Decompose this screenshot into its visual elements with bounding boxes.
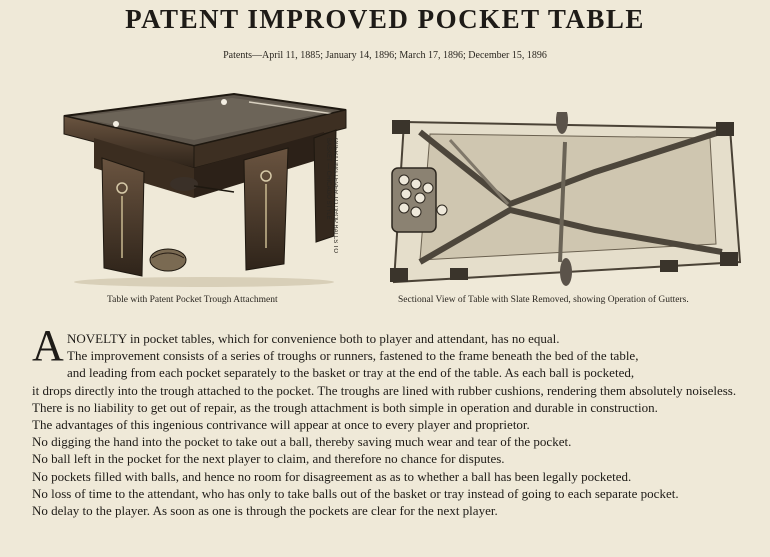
page-title: PATENT IMPROVED POCKET TABLE — [125, 4, 645, 34]
lever-label: OPERATING LEVER TO DROP BALLS TO BASKET — CHICAGO STYLE — [325, 138, 338, 254]
paragraph: it drops directly into the trough attached to the pocket. The troughs are lined with rubber cushions, rendering them absolutely noiseless. — [32, 382, 737, 398]
paragraph: There is no liability to get out of repair, as the trough attachment is both simple in operation and durable in construction. — [32, 399, 658, 415]
paragraph: No ball left in the pocket for the next player to claim, and therefore no chance for disputes. — [32, 451, 505, 467]
pocket-table-drawing — [34, 88, 352, 288]
drop-cap: A — [32, 321, 64, 370]
table-illustration — [34, 88, 352, 288]
paragraph: No delay to the player. As soon as one is through the pockets are clear for the next player. — [32, 503, 498, 519]
sectional-illustration — [390, 112, 744, 290]
paragraph: No pockets filled with balls, and hence no room for disagreement as as to whether a ball has been legally pocketed. — [32, 468, 632, 484]
patent-dates: Patents—April 11, 1885; January 14, 1896; March 17, 1896; December 15, 1896 — [223, 50, 547, 61]
paragraph: The advantages of this ingenious contrivance will appear at once to every player and proprietor. — [32, 417, 530, 433]
paragraph-line: NOVELTY in pocket tables, which for convenience both to player and attendant, has no equal. — [67, 331, 560, 346]
gutter-sectional-drawing — [390, 112, 744, 290]
body-text — [32, 330, 764, 519]
paragraph: No digging the hand into the pocket to take out a ball, thereby saving much wear and tear of the pocket. — [32, 434, 572, 450]
paragraph-line: and leading from each pocket separately to the basket or tray at the end of the table. As each ball is pocketed, — [67, 365, 635, 381]
paragraph-line: The improvement consists of a series of troughs or runners, fastened to the frame beneath the bed of the table, — [67, 348, 639, 364]
right-figure-caption: Sectional View of Table with Slate Removed, showing Operation of Gutters. — [398, 295, 689, 305]
left-figure-caption: Table with Patent Pocket Trough Attachment — [107, 295, 278, 305]
paragraph: No loss of time to the attendant, who has only to take balls out of the basket or tray instead of going to each separate pocket. — [32, 485, 679, 501]
